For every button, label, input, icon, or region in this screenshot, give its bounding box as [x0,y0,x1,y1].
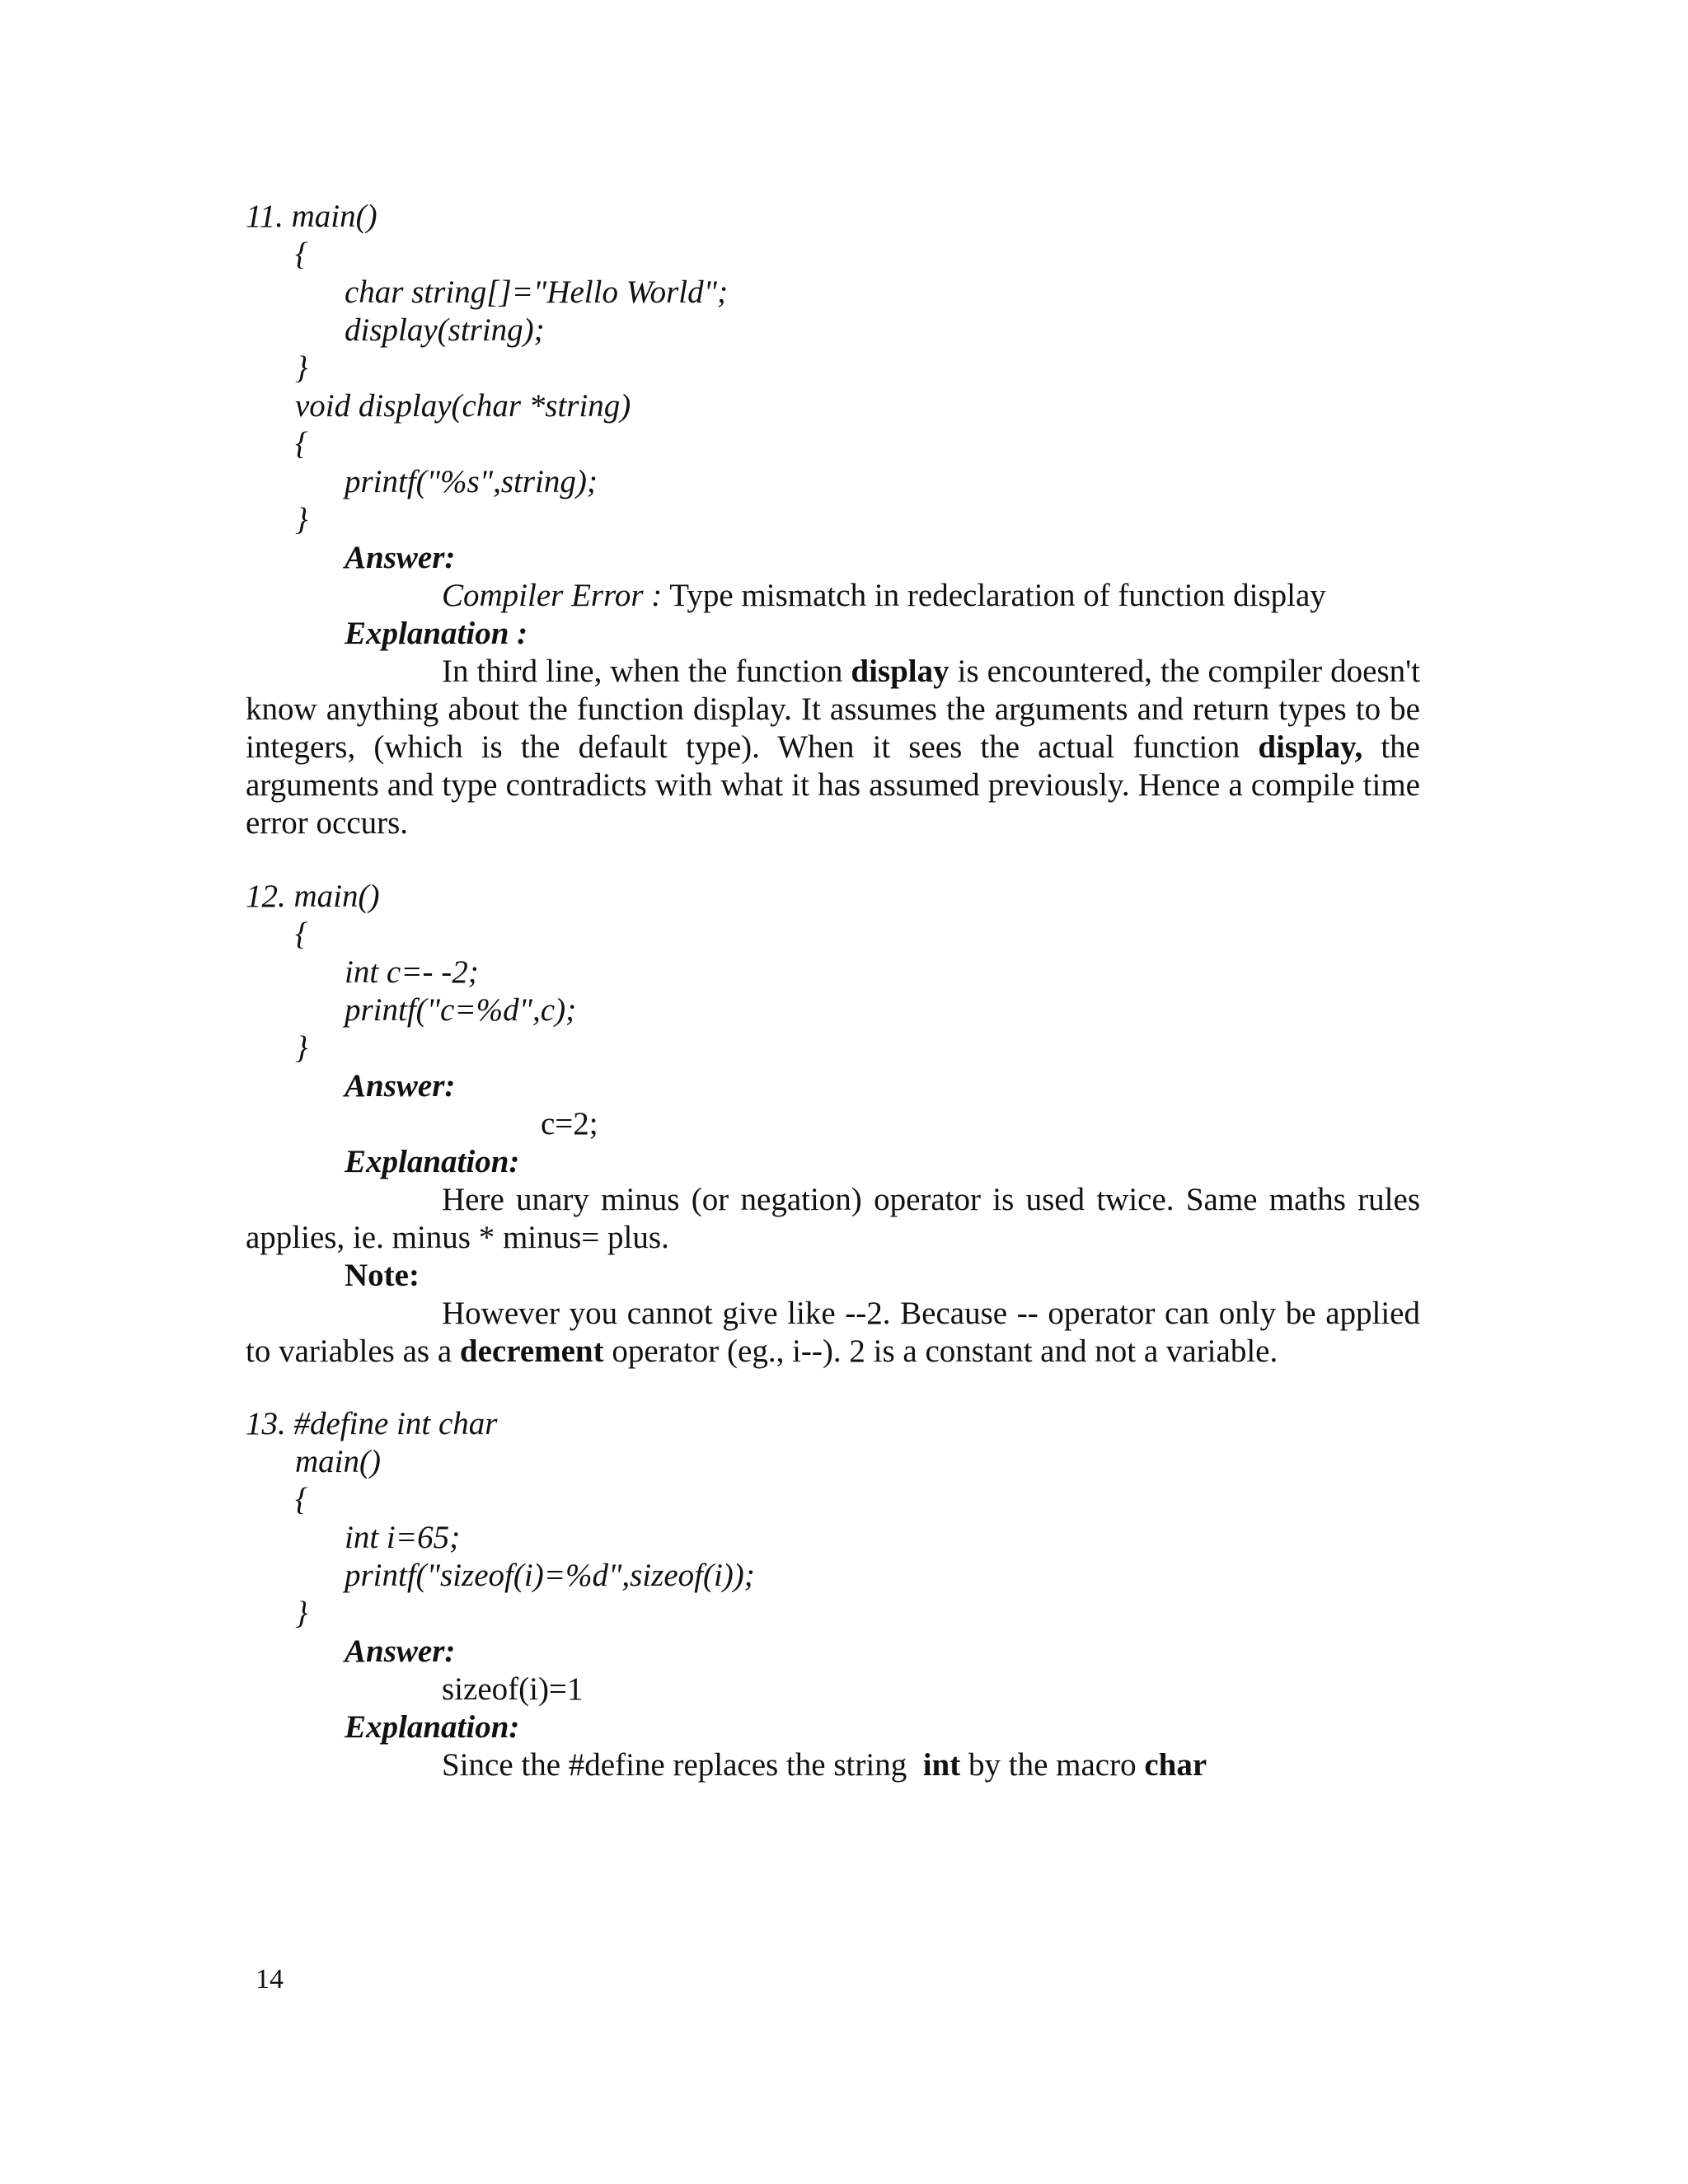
q11-code-line: display(string); [345,312,545,348]
q13-code-line: printf("sizeof(i)=%d",sizeof(i)); [345,1558,755,1593]
q11-code-line: } [295,502,308,537]
q11-explanation-text: In third line, when the function [442,654,851,689]
q12-code-line: int c=- -2; [345,954,479,990]
q12-title: 12. main() [246,879,380,914]
q13-answer: sizeof(i)=1 [442,1671,584,1707]
q12-note-paragraph [246,1295,1420,1371]
q13-code-line: main() [295,1444,381,1479]
q12-note-label: Note: [345,1258,420,1293]
q11-answer-text: Type mismatch in redeclaration of function display [662,578,1326,613]
q11-explanation-label: Explanation : [345,616,528,651]
q13-explanation-bold: int [922,1747,961,1783]
q13-title: 13. #define int char [246,1406,498,1441]
q12-code-line: } [295,1030,308,1066]
page-number: 14 [256,1964,284,1994]
q11-code-line: } [295,350,308,386]
q11-explanation-text: the arguments and type contradicts with what it has assumed previously. Hence a compile time error occurs. [246,729,1420,841]
q12-explanation-text: Here unary minus (or negation) operator is used twice. Same maths rules applies, ie. minus * minus= plus. [246,1182,1420,1255]
q12-explanation-label: Explanation: [345,1144,520,1179]
q13-code-line: } [295,1596,308,1631]
q11-explanation-text: is encountered, the compiler doesn't know anything about the function display. It assumes the arguments and return types to be integers, (which is the default type). When it sees the actual function [246,654,1420,765]
q11-title: 11. main() [246,199,377,234]
q13-code-line: int i=65; [345,1520,461,1555]
q12-answer: c=2; [541,1106,598,1141]
q11-code-line: void display(char *string) [295,388,631,424]
q11-code-line: printf("%s",string); [345,464,598,499]
q13-explanation-text: by the macro [960,1747,1145,1783]
q13-answer-label: Answer: [345,1633,456,1669]
q12-note-text: However you cannot give like --2. Because -- operator can only be applied to variables as a [246,1296,1420,1369]
q11-code-line: { [295,237,308,272]
q13-explanation-bold: char [1144,1747,1207,1783]
q12-explanation-paragraph [246,1181,1420,1257]
q12-note-text: operator (eg., i--). 2 is a constant and not a variable. [603,1333,1278,1369]
q12-note-bold: decrement [459,1333,604,1369]
q13-explanation-text: Since the #define replaces the string [442,1747,923,1783]
q11-explanation-bold: display [851,654,950,689]
q11-answer-prefix: Compiler Error : [442,578,663,613]
q12-code-line: { [295,916,308,952]
q11-code-line: { [295,426,308,462]
q11-explanation-bold: display, [1258,729,1363,765]
q13-explanation [442,1746,1207,1784]
q12-answer-label: Answer: [345,1068,456,1104]
q11-answer [442,577,1326,615]
q12-code-line: printf("c=%d",c); [345,992,577,1028]
q11-answer-label: Answer: [345,540,456,575]
q11-code-line: char string[]="Hello World"; [345,274,728,310]
q13-explanation-label: Explanation: [345,1709,520,1745]
q11-explanation-paragraph [246,653,1420,842]
q13-code-line: { [295,1482,308,1517]
